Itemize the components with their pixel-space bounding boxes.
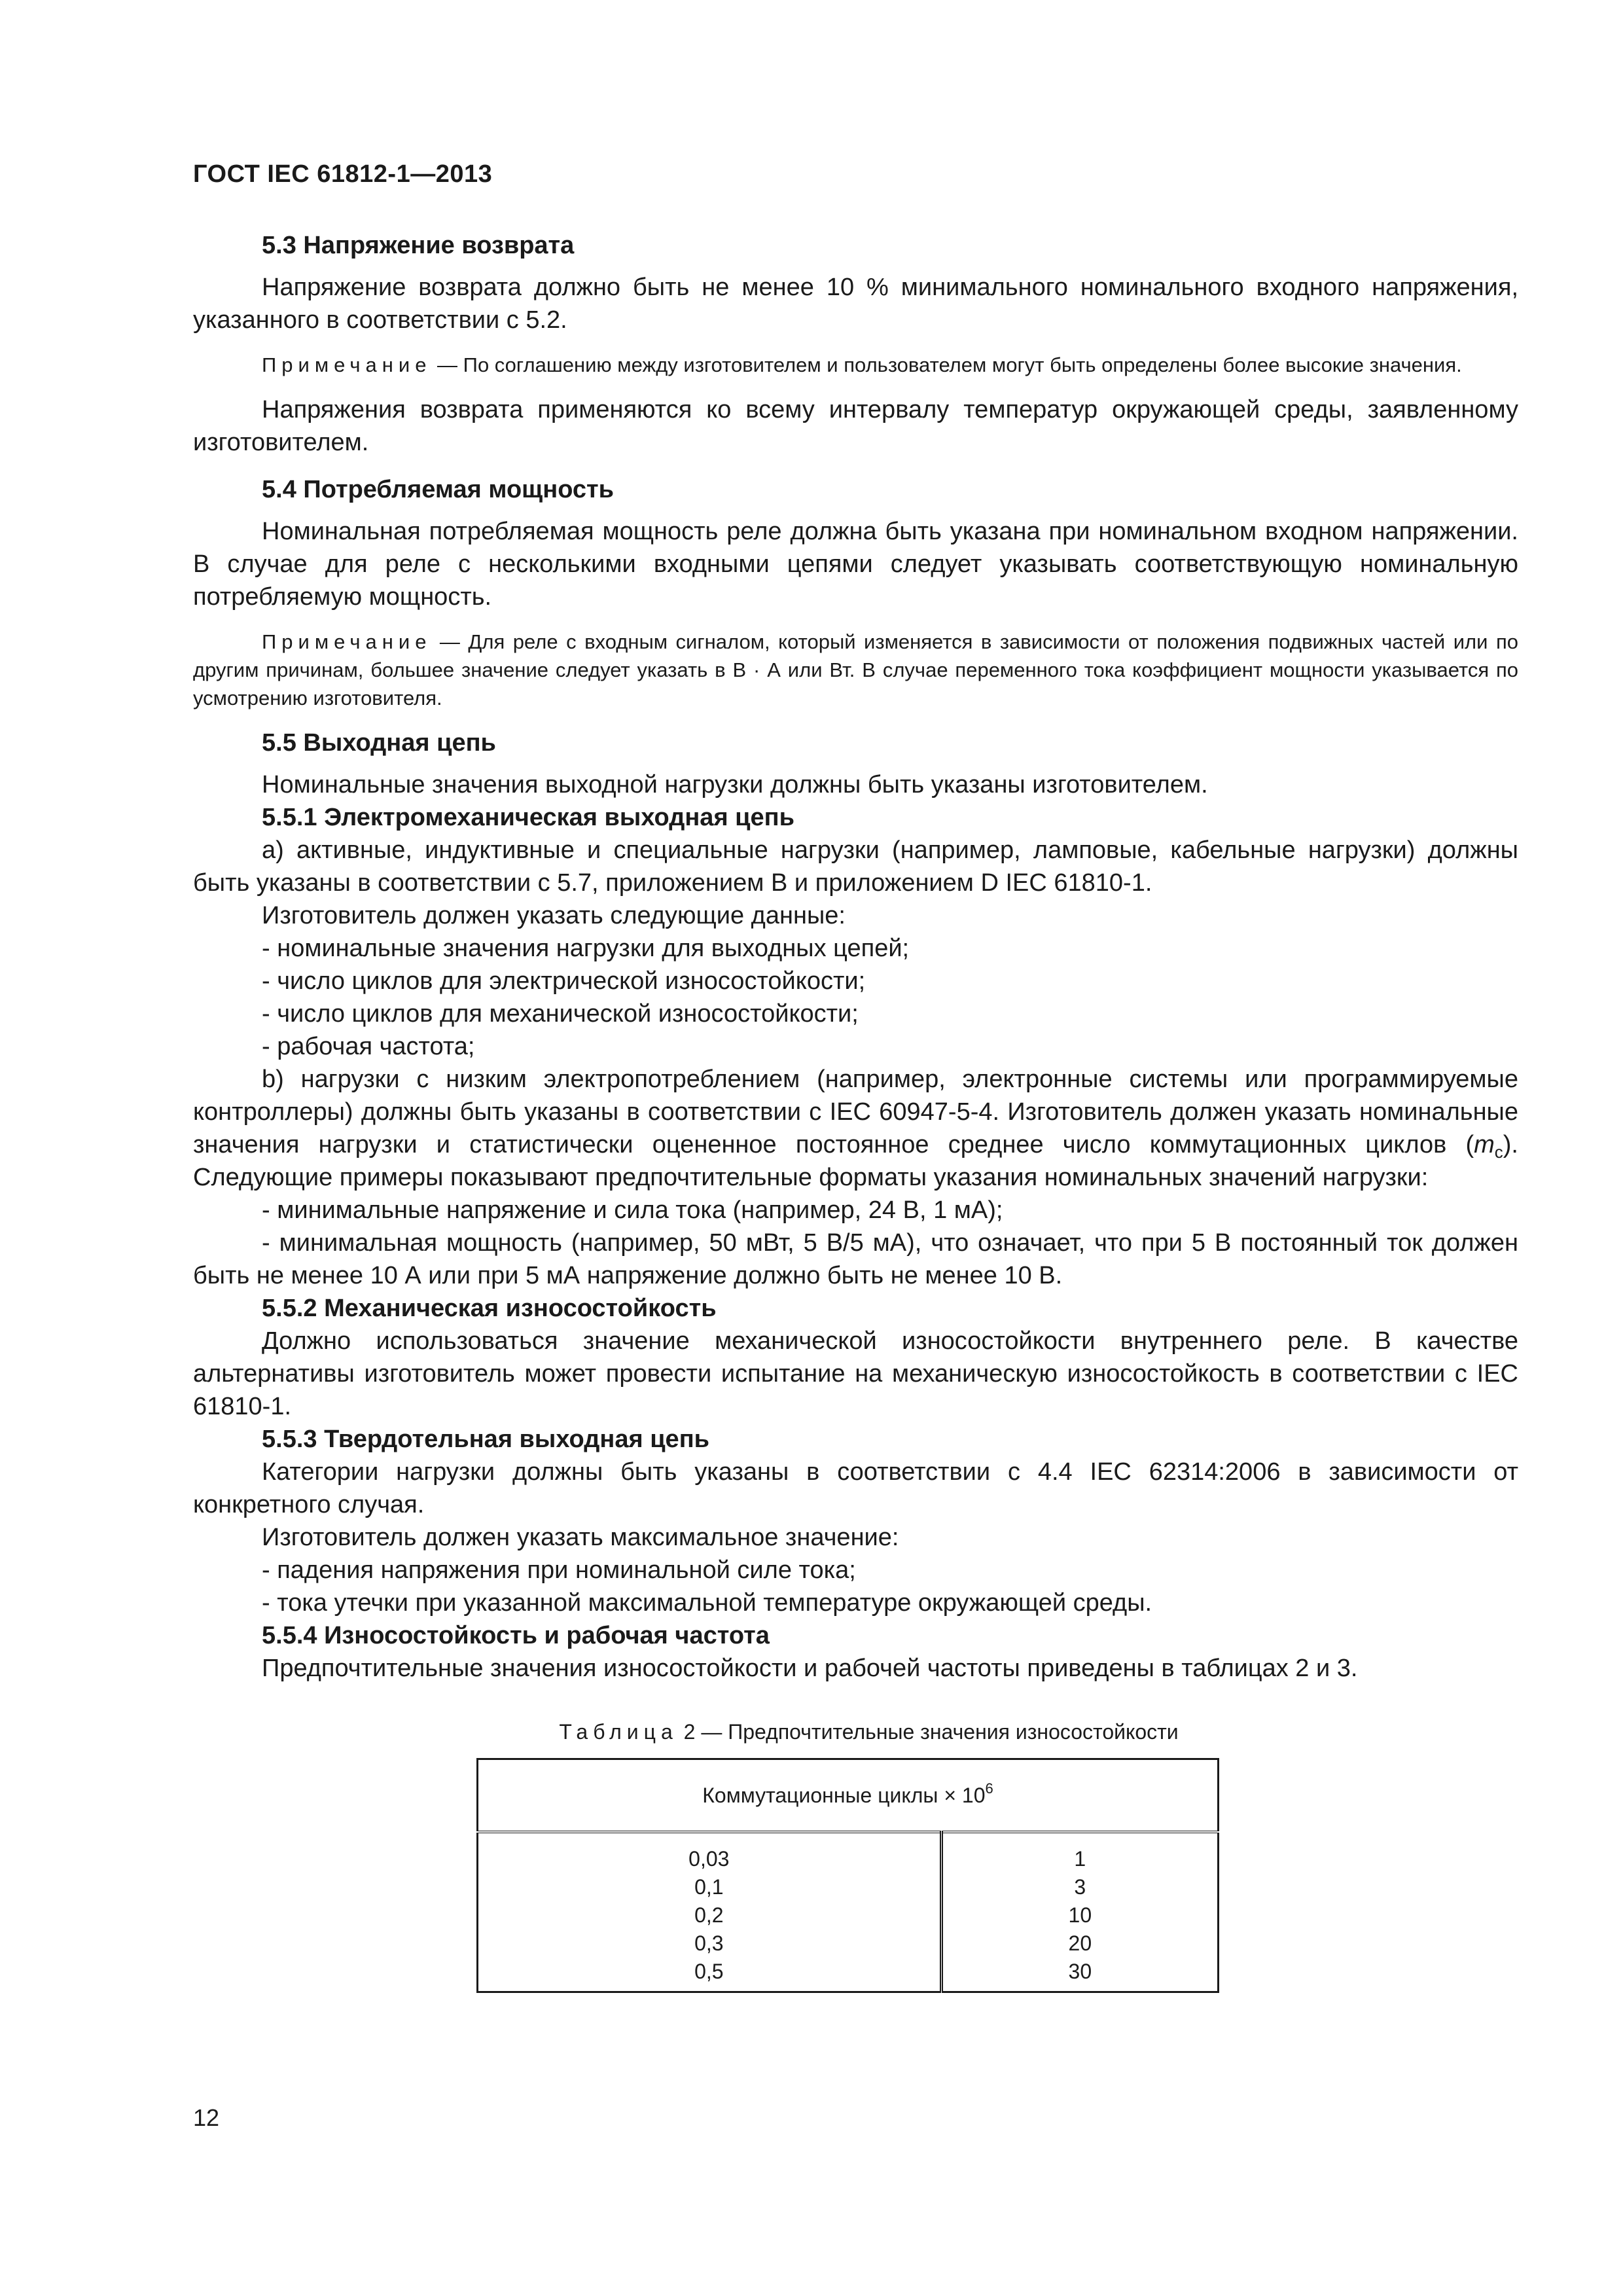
section-5-5-3-paragraph-1: Категории нагрузки должны быть указаны в соответствии с 4.4 IEC 62314:2006 в зависимости от конкретного случая. [193,1458,1518,1518]
section-5-4-note [193,628,1518,712]
section-5-3-paragraph-2: Напряжения возврата применяются ко всему интервалу температур окружающей среды, заявленному изготовителем. [193,396,1518,456]
table-row [478,1901,1219,1929]
table-row [478,1873,1219,1901]
section-5-5-1-intro: Изготовитель должен указать следующие данные: [262,902,846,929]
table-cell: 0,03 [478,1832,942,1873]
section-5-3-heading: 5.3 Напряжение возврата [262,232,575,259]
section-5-5-4-paragraph-1: Предпочтительные значения износостойкости и рабочей частоты приведены в таблицах 2 и 3. [262,1655,1358,1682]
section-5-5-3-heading: 5.5.3 Твердотельная выходная цепь [262,1426,709,1453]
list-item: - падения напряжения при номинальной силе тока; [262,1556,856,1584]
table-cell: 0,5 [478,1958,942,1992]
page-number: 12 [193,2104,220,2131]
note-label: Примечание [262,630,432,653]
section-5-3-paragraph-1: Напряжение возврата должно быть не менее 10 % минимального номинального входного напряжения, указанного в соответствии с 5.2. [193,274,1518,334]
section-5-5-1-heading: 5.5.1 Электромеханическая выходная цепь [262,804,794,831]
caption-text: 2 — Предпочтительные значения износостойкости [677,1720,1179,1744]
note-label: Примечание [262,353,432,376]
section-5-4-heading: 5.4 Потребляемая мощность [262,476,615,503]
table-cell: 30 [941,1958,1218,1992]
table-row [478,1958,1219,1992]
table-cell: 20 [941,1929,1218,1958]
list-item: - число циклов для механической износостойкости; [262,1000,859,1028]
table-row [478,1929,1219,1958]
table-header-row [478,1759,1219,1833]
document-page [193,0,1518,2296]
header-exponent: 6 [985,1780,993,1797]
note-text: — По соглашению между изготовителем и пользователем могут быть определены более высокие значения. [431,353,1462,376]
item-b-text-2: ). Следующие примеры показывают предпочтительные форматы указания номинальных значений нагрузки: [193,1131,1518,1191]
section-5-4-paragraph-1: Номинальная потребляемая мощность реле должна быть указана при номинальном входном напряжении. В случае для реле с несколькими входными цепями следует указывать соответствующую номинальную потребляемую мощность. [193,518,1518,611]
table-header-cell [478,1759,1219,1833]
table-2 [476,1758,1219,1993]
table-cell: 0,2 [478,1901,942,1929]
list-item: - минимальные напряжение и сила тока (например, 24 В, 1 мА); [262,1196,1003,1224]
section-5-5-2-heading: 5.5.2 Механическая износостойкость [262,1295,717,1322]
table-cell: 10 [941,1901,1218,1929]
header-text: Коммутационные циклы × 10 [702,1783,986,1807]
table-cell: 0,1 [478,1873,942,1901]
section-5-5-paragraph-1: Номинальные значения выходной нагрузки должны быть указаны изготовителем. [262,771,1208,798]
table-cell: 1 [941,1832,1218,1873]
section-5-5-3-intro: Изготовитель должен указать максимальное значение: [262,1524,899,1551]
list-item: - число циклов для электрической износостойкости; [262,967,866,995]
table-cell: 0,3 [478,1929,942,1958]
section-5-5-4-heading: 5.5.4 Износостойкость и рабочая частота [262,1622,770,1649]
symbol-subscript-c: c [1494,1142,1503,1162]
table-cell: 3 [941,1873,1218,1901]
document-code: ГОСТ IEC 61812-1—2013 [193,160,493,188]
table-2-caption [193,1717,1518,1746]
durability-table [476,1758,1219,1993]
symbol-m: m [1474,1131,1495,1158]
section-5-5-1-item-a: a) активные, индуктивные и специальные нагрузки (например, ламповые, кабельные нагрузки) должны быть указаны в соответствии с 5.7, приложением В и приложением D IEC 61810-1. [193,836,1518,897]
section-5-5-heading: 5.5 Выходная цепь [262,729,496,757]
document-body [193,229,1518,1993]
section-5-5-2-paragraph-1: Должно использоваться значение механической износостойкости внутреннего реле. В качестве альтернативы изготовитель может провести испытание на механическую износостойкость в соответствии с IEC 61810-1. [193,1327,1518,1420]
table-row [478,1832,1219,1873]
section-5-3-note [193,351,1518,379]
caption-label: Таблица [559,1720,678,1744]
note-text: — Для реле с входным сигналом, который изменяется в зависимости от положения подвижных частей или по другим причинам, большее значение следует указать в В · А или Вт. В случае переменного тока коэффициент мощности указывается по усмотрению изготовителя. [193,630,1518,709]
item-b-text-1: b) нагрузки с низким электропотреблением (например, электронные системы или программируемые контроллеры) должны быть указаны в соответствии с IEC 60947-5-4. Изготовитель должен указать номинальные значения нагрузки и статистически оцененное постоянное среднее число коммутационных циклов ( [193,1066,1518,1158]
section-5-5-1-item-b [193,1063,1518,1194]
list-item: - рабочая частота; [262,1033,475,1060]
list-item: - минимальная мощность (например, 50 мВт, 5 В/5 мА), что означает, что при 5 В постоянный ток должен быть не менее 10 А или при 5 мА напряжение должно быть не менее 10 В. [193,1229,1518,1289]
list-item: - тока утечки при указанной максимальной температуре окружающей среды. [262,1589,1152,1617]
list-item: - номинальные значения нагрузки для выходных цепей; [262,935,910,962]
